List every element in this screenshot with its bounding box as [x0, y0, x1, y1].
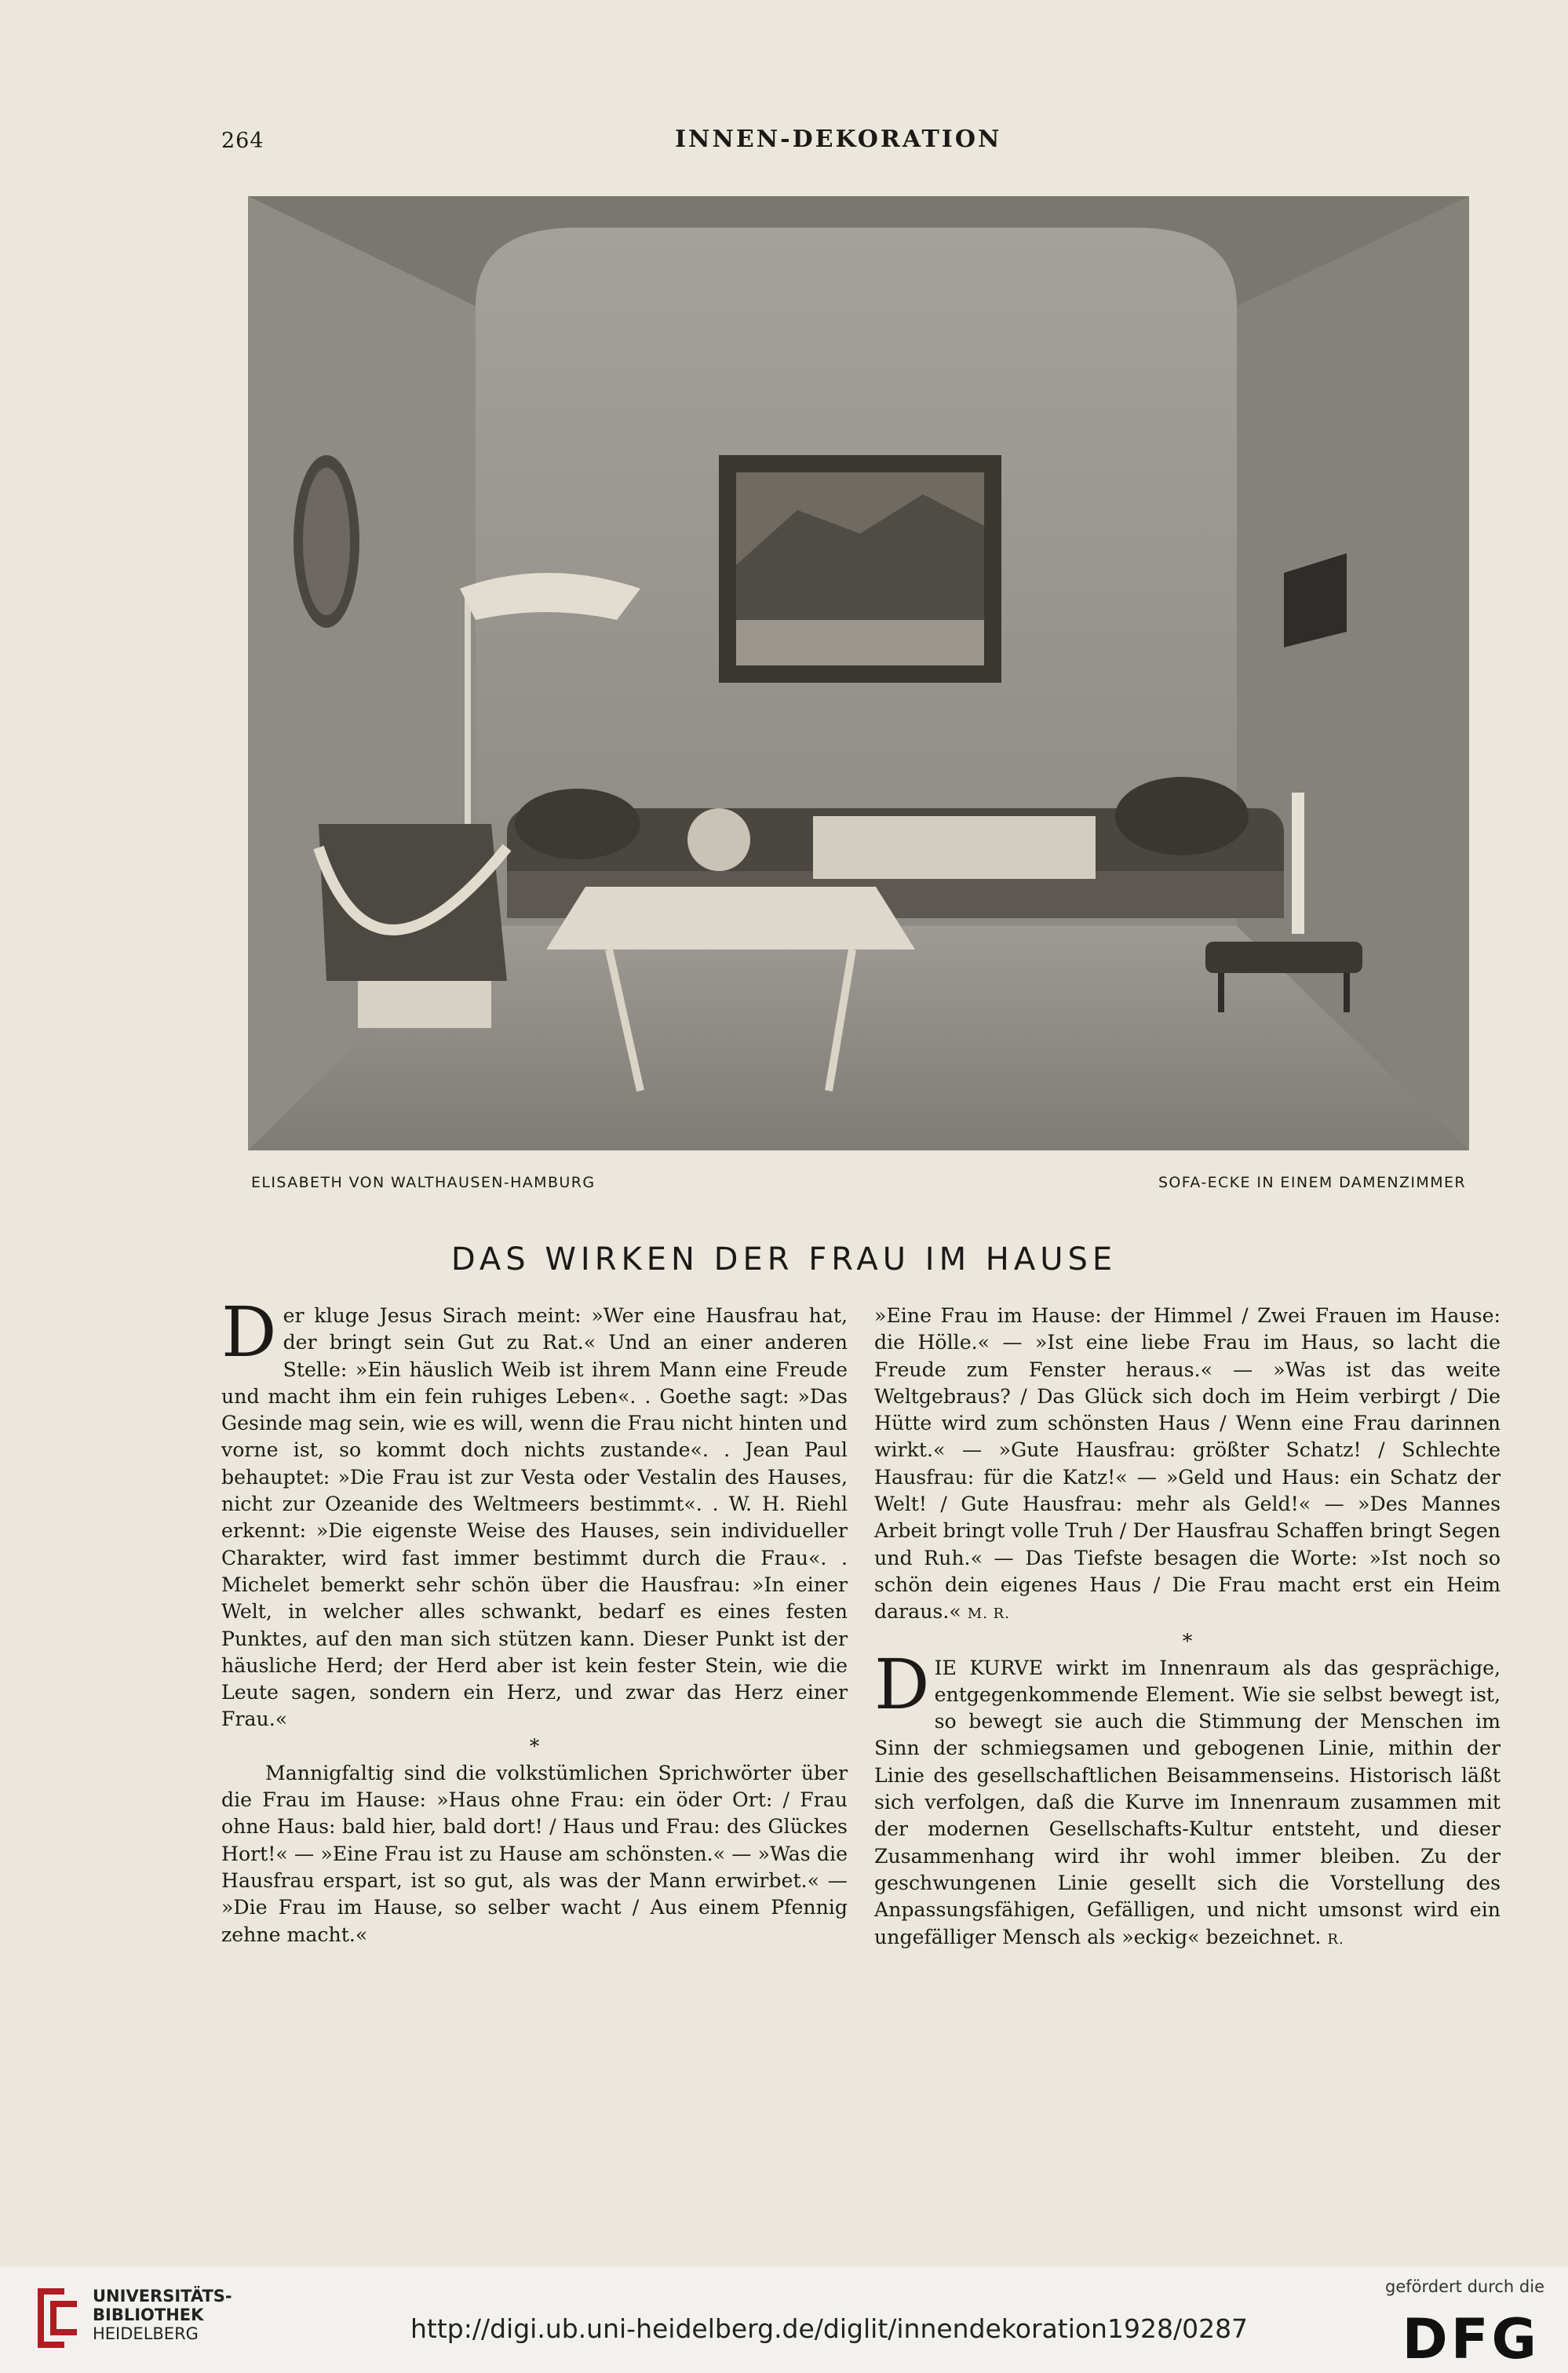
caption-designer: ELISABETH VON WALTHAUSEN-HAMBURG	[251, 1174, 596, 1191]
lead-words: IE KURVE	[934, 1656, 1044, 1679]
funded-by-label: gefördert durch die	[1385, 2277, 1544, 2296]
running-head: INNEN-DEKORATION	[675, 126, 1002, 153]
library-name-line: HEIDELBERG	[93, 2324, 199, 2343]
paragraph-text: er kluge Jesus Sirach meint: »Wer eine Hausfrau hat, der bringt sein Gut zu Rat.« Und an einer anderen Stelle: »Ein häuslich Weib ist ihrem Mann eine Freude und macht ihm ein fein ruhiges Leben«. . Goethe sagt: »Das Gesinde mag sein, wie es will, wenn die Frau nicht hinten und vorne ist, so kommt doch nichts zustande«. . Jean Paul behauptet: »Die Frau ist zur Vesta oder Vestalin des Hauses, nicht zur Ozeanide des Weltmeers bestimmt«. . W. H. Riehl erkennt: »Die eigenste Weise des Hauses, sein individueller Charakter, wird fast immer bestimmt durch die Frau«. . Michelet bemerkt sehr schön über die Hausfrau: »In einer Welt, in welcher alles schwankt, bedarf es eines festen Punktes, auf den man sich stützen kann. Dieser Punkt ist der häusliche Herd; der Herd aber ist kein fester Stein, wie die Leute sagen, sondern ein Herz, und zwar das Herz einer Frau.«	[221, 1304, 848, 1731]
left-column	[221, 1292, 848, 1948]
drop-cap: D	[874, 1643, 930, 1725]
university-library-logo-icon	[33, 2280, 82, 2356]
paragraph	[874, 1303, 1501, 1628]
library-name-line: BIBLIOTHEK	[93, 2306, 204, 2324]
paragraph-text: »Eine Frau im Hause: der Himmel / Zwei Frauen im Hause: die Hölle.« — »Ist eine liebe Frau im Haus, so lacht die Freude zum Fenster heraus.« — »Was ist das weite Weltgebraus? / Das Glück sich doch im Heim verbirgt / Die Hütte wird zum schönsten Haus / Wenn eine Frau darinnen wirkt.« — »Gute Hausfrau: größter Schatz! / Schlechte Hausfrau: für die Katz!« — »Geld und Haus: ein Schatz der Welt! / Gute Hausfrau: mehr als Geld!« — »Des Mannes Arbeit bringt volle Truh / Der Hausfrau Schaffen bringt Segen und Ruh.« — Das Tiefste besagen die Worte: »Ist noch so schön dein eigenes Haus / Die Frau macht erst ein Heim daraus.«	[874, 1304, 1501, 1624]
interior-photograph	[248, 196, 1469, 1150]
right-column	[874, 1303, 1501, 1953]
article-title: DAS WIRKEN DER FRAU IM HAUSE	[450, 1241, 1118, 1278]
section-star: *	[1182, 1629, 1193, 1653]
library-name-line: UNIVERSITÄTS-	[93, 2287, 232, 2306]
author-initials: R.	[1327, 1930, 1344, 1948]
permalink-url[interactable]: http://digi.ub.uni-heidelberg.de/diglit/innendekoration1928/0287	[410, 2313, 1249, 2344]
paragraph	[221, 1292, 848, 1733]
section-star: *	[529, 1734, 540, 1758]
paragraph-text: Mannigfaltig sind die volkstümlichen Sprichwörter über die Frau im Hause: »Haus ohne Frau: ein öder Ort: / Frau ohne Haus: bald hier, bald dort! / Haus und Frau: des Glückes Hort!« — »Eine Frau ist zu Hause am schönsten.« — »Was die Hausfrau erspart, ist so gut, als was der Mann erwirbet.« — »Die Frau im Hause, so selber wacht / Aus einem Pfennig zehne macht.«	[221, 1761, 848, 1946]
paragraph	[874, 1643, 1501, 1953]
digitization-footer	[0, 2266, 1568, 2373]
library-name	[93, 2287, 232, 2343]
author-initials: M. R.	[967, 1606, 1010, 1623]
dfg-logo: DFG	[1402, 2307, 1540, 2371]
sofa-corner-photo	[248, 196, 1469, 1150]
caption-subject: SOFA-ECKE IN EINEM DAMENZIMMER	[1158, 1174, 1466, 1191]
page-number: 264	[221, 129, 264, 153]
paragraph-text: wirkt im Innenraum als das gesprächige, entgegenkommende Element. Wie sie selbst bewegt ist, so bewegt sie auch die Stimmung der Menschen im Sinn der schmiegsamen und gebogenen Linie, mithin der Linie des gesellschaftlichen Beisammenseins. Historisch läßt sich verfolgen, daß die Kurve im Innenraum zusammen mit der modernen Gesellschafts-Kultur entsteht, und dieser Zusammenhang wird ihr wohl immer bleiben. Zu der geschwungenen Linie gesellt sich die Vorstellung des Anpassungsfähigen, Gefälligen, und nicht umsonst wird ein ungefälliger Mensch als »eckig« bezeichnet.	[874, 1656, 1501, 1948]
drop-cap: D	[221, 1292, 277, 1372]
